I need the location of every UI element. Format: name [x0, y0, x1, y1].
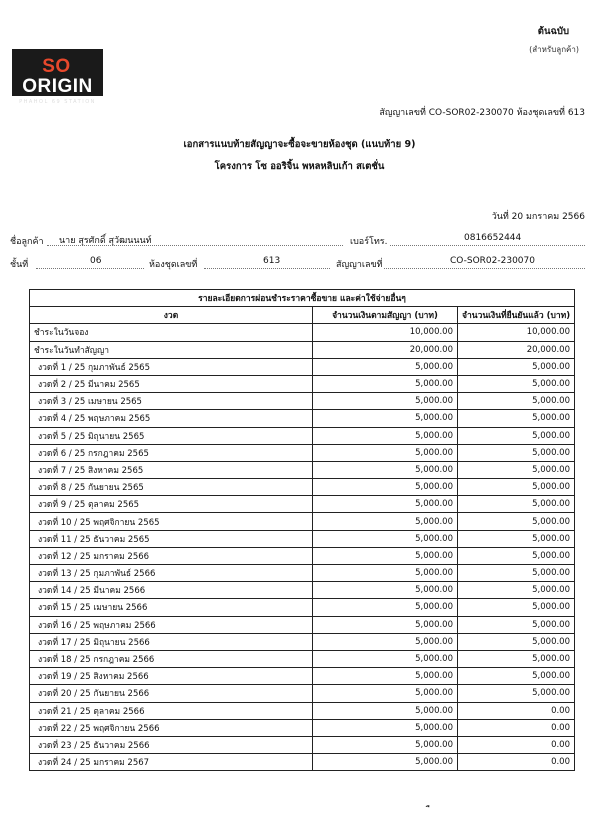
table-row [30, 496, 575, 513]
installment-label: งวดที่ 10 / 25 พฤศจิกายน 2565 [30, 513, 313, 530]
table-row [30, 719, 575, 736]
customer-name-label: ชื่อลูกค้า [10, 237, 44, 247]
contract-amount: 10,000.00 [313, 324, 458, 341]
table-row [30, 479, 575, 496]
contract-amount: 5,000.00 [313, 479, 458, 496]
header-installment: งวด [30, 307, 313, 324]
contract-amount: 5,000.00 [313, 754, 458, 771]
so-origin-logo [12, 49, 103, 105]
copy-subtitle: (สำหรับลูกค้า) [529, 45, 579, 54]
contract-amount: 5,000.00 [313, 375, 458, 392]
confirmed-amount: 5,000.00 [458, 496, 575, 513]
unit-value: 613 [263, 256, 281, 266]
table-header-row [30, 307, 575, 324]
installment-label: งวดที่ 24 / 25 มกราคม 2567 [30, 754, 313, 771]
customer-name-value: นาย สุรศักดิ์ สุวัฒนนนท์ [59, 236, 152, 246]
table-row [30, 341, 575, 358]
customer-name-field [47, 233, 343, 246]
table-row [30, 410, 575, 427]
table-title: รายละเอียดการผ่อนชำระราคาซื้อขาย และค่าใช้จ่ายอื่นๆ [30, 290, 575, 307]
contract-field [384, 256, 585, 269]
document-date: วันที่ 20 มกราคม 2566 [491, 212, 585, 222]
installment-label: งวดที่ 9 / 25 ตุลาคม 2565 [30, 496, 313, 513]
confirmed-amount: 10,000.00 [458, 324, 575, 341]
contract-amount: 5,000.00 [313, 719, 458, 736]
confirmed-amount: 20,000.00 [458, 341, 575, 358]
table-row [30, 599, 575, 616]
confirmed-amount: 5,000.00 [458, 650, 575, 667]
installment-label: งวดที่ 17 / 25 มิถุนายน 2566 [30, 633, 313, 650]
installment-label: งวดที่ 21 / 25 ตุลาคม 2566 [30, 702, 313, 719]
logo-subtext: PHAHOL 69 STATION [19, 99, 96, 105]
installment-label: งวดที่ 22 / 25 พฤศจิกายน 2566 [30, 719, 313, 736]
installment-label: งวดที่ 16 / 25 พฤษภาคม 2566 [30, 616, 313, 633]
confirmed-amount: 0.00 [458, 736, 575, 753]
confirmed-amount: 5,000.00 [458, 565, 575, 582]
unit-label: ห้องชุดเลขที่ [149, 260, 198, 270]
contract-value: CO-SOR02-230070 [450, 256, 535, 266]
floor-label: ชั้นที่ [10, 260, 29, 270]
confirmed-amount: 5,000.00 [458, 375, 575, 392]
installment-label: งวดที่ 8 / 25 กันยายน 2565 [30, 479, 313, 496]
table-title-row [30, 290, 575, 307]
table-row [30, 633, 575, 650]
contract-amount: 5,000.00 [313, 633, 458, 650]
confirmed-amount: 5,000.00 [458, 427, 575, 444]
installment-label: งวดที่ 19 / 25 สิงหาคม 2566 [30, 668, 313, 685]
confirmed-amount: 5,000.00 [458, 513, 575, 530]
contract-amount: 5,000.00 [313, 547, 458, 564]
installment-label: งวดที่ 14 / 25 มีนาคม 2566 [30, 582, 313, 599]
contract-amount: 5,000.00 [313, 565, 458, 582]
table-row [30, 375, 575, 392]
unit-field [204, 256, 330, 269]
phone-value: 0816652444 [464, 233, 522, 243]
confirmed-amount: 5,000.00 [458, 685, 575, 702]
confirmed-amount: 5,000.00 [458, 582, 575, 599]
header-contract-amount: จำนวนเงินตามสัญญา (บาท) [313, 307, 458, 324]
table-row [30, 668, 575, 685]
project-title: โครงการ โซ ออริจิ้น พหลหลิบเก้า สเตชั่น [214, 161, 385, 172]
contract-amount: 5,000.00 [313, 582, 458, 599]
table-row [30, 393, 575, 410]
installment-label: งวดที่ 20 / 25 กันยายน 2566 [30, 685, 313, 702]
confirmed-amount: 5,000.00 [458, 633, 575, 650]
installment-label: ชำระในวันจอง [30, 324, 313, 341]
confirmed-amount: 5,000.00 [458, 393, 575, 410]
confirmed-amount: 5,000.00 [458, 547, 575, 564]
table-row [30, 754, 575, 771]
installment-label: งวดที่ 4 / 25 พฤษภาคม 2565 [30, 410, 313, 427]
table-row [30, 461, 575, 478]
contract-label: สัญญาเลขที่ [336, 260, 383, 270]
installment-label: งวดที่ 18 / 25 กรกฎาคม 2566 [30, 650, 313, 667]
installment-label: งวดที่ 6 / 25 กรกฎาคม 2565 [30, 444, 313, 461]
logo-accent: SO [42, 56, 71, 77]
confirmed-amount: 5,000.00 [458, 530, 575, 547]
payment-rows [30, 324, 575, 771]
header-confirmed-amount: จำนวนเงินที่ยืนยันแล้ว (บาท) [458, 307, 575, 324]
confirmed-amount: 5,000.00 [458, 616, 575, 633]
contract-amount: 5,000.00 [313, 702, 458, 719]
table-row [30, 427, 575, 444]
contract-amount: 5,000.00 [313, 427, 458, 444]
installment-label: งวดที่ 1 / 25 กุมภาพันธ์ 2565 [30, 358, 313, 375]
document-title: เอกสารแนบท้ายสัญญาจะซื้อจะขายห้องชุด (แนบท้าย 9) [183, 139, 416, 150]
installment-label: งวดที่ 3 / 25 เมษายน 2565 [30, 393, 313, 410]
confirmed-amount: 5,000.00 [458, 444, 575, 461]
confirmed-amount: 5,000.00 [458, 668, 575, 685]
table-row [30, 616, 575, 633]
contract-amount: 5,000.00 [313, 444, 458, 461]
table-row [30, 324, 575, 341]
phone-field [390, 233, 585, 246]
confirmed-amount: 5,000.00 [458, 358, 575, 375]
confirmed-amount: 5,000.00 [458, 410, 575, 427]
contract-amount: 5,000.00 [313, 530, 458, 547]
contract-amount: 5,000.00 [313, 685, 458, 702]
confirmed-amount: 5,000.00 [458, 461, 575, 478]
contract-amount: 5,000.00 [313, 650, 458, 667]
installment-label: งวดที่ 15 / 25 เมษายน 2566 [30, 599, 313, 616]
table-row [30, 685, 575, 702]
table-row [30, 444, 575, 461]
installment-label: งวดที่ 2 / 25 มีนาคม 2565 [30, 375, 313, 392]
installment-label: งวดที่ 23 / 25 ธันวาคม 2566 [30, 736, 313, 753]
phone-label: เบอร์โทร. [350, 237, 388, 247]
installment-label: งวดที่ 12 / 25 มกราคม 2566 [30, 547, 313, 564]
installment-label: งวดที่ 13 / 25 กุมภาพันธ์ 2566 [30, 565, 313, 582]
contract-amount: 5,000.00 [313, 616, 458, 633]
table-row [30, 358, 575, 375]
contract-amount: 5,000.00 [313, 599, 458, 616]
confirmed-amount: 5,000.00 [458, 479, 575, 496]
table-row [30, 565, 575, 582]
contract-amount: 5,000.00 [313, 461, 458, 478]
table-row [30, 547, 575, 564]
installment-label: ชำระในวันทำสัญญา [30, 341, 313, 358]
installment-label: งวดที่ 11 / 25 ธันวาคม 2565 [30, 530, 313, 547]
installment-label: งวดที่ 5 / 25 มิถุนายน 2565 [30, 427, 313, 444]
table-row [30, 513, 575, 530]
confirmed-amount: 0.00 [458, 719, 575, 736]
floor-field [36, 256, 144, 269]
contract-amount: 5,000.00 [313, 736, 458, 753]
floor-value: 06 [90, 256, 102, 266]
contract-amount: 5,000.00 [313, 393, 458, 410]
confirmed-amount: 0.00 [458, 754, 575, 771]
contract-amount: 20,000.00 [313, 341, 458, 358]
installment-label: งวดที่ 7 / 25 สิงหาคม 2565 [30, 461, 313, 478]
contract-amount: 5,000.00 [313, 496, 458, 513]
table-row [30, 530, 575, 547]
confirmed-amount: 0.00 [458, 702, 575, 719]
contract-amount: 5,000.00 [313, 513, 458, 530]
logo-main-text: ORIGIN [22, 76, 93, 97]
contract-amount: 5,000.00 [313, 410, 458, 427]
table-row [30, 702, 575, 719]
contract-amount: 5,000.00 [313, 358, 458, 375]
payment-schedule-table [29, 289, 575, 771]
contract-reference: สัญญาเลขที่ CO-SOR02-230070 ห้องชุดเลขที่ 613 [379, 108, 585, 118]
table-row [30, 650, 575, 667]
confirmed-amount: 5,000.00 [458, 599, 575, 616]
copy-title: ต้นฉบับ [537, 26, 569, 37]
table-row [30, 582, 575, 599]
contract-amount: 5,000.00 [313, 668, 458, 685]
logo-wordmark [12, 57, 103, 97]
table-row [30, 736, 575, 753]
